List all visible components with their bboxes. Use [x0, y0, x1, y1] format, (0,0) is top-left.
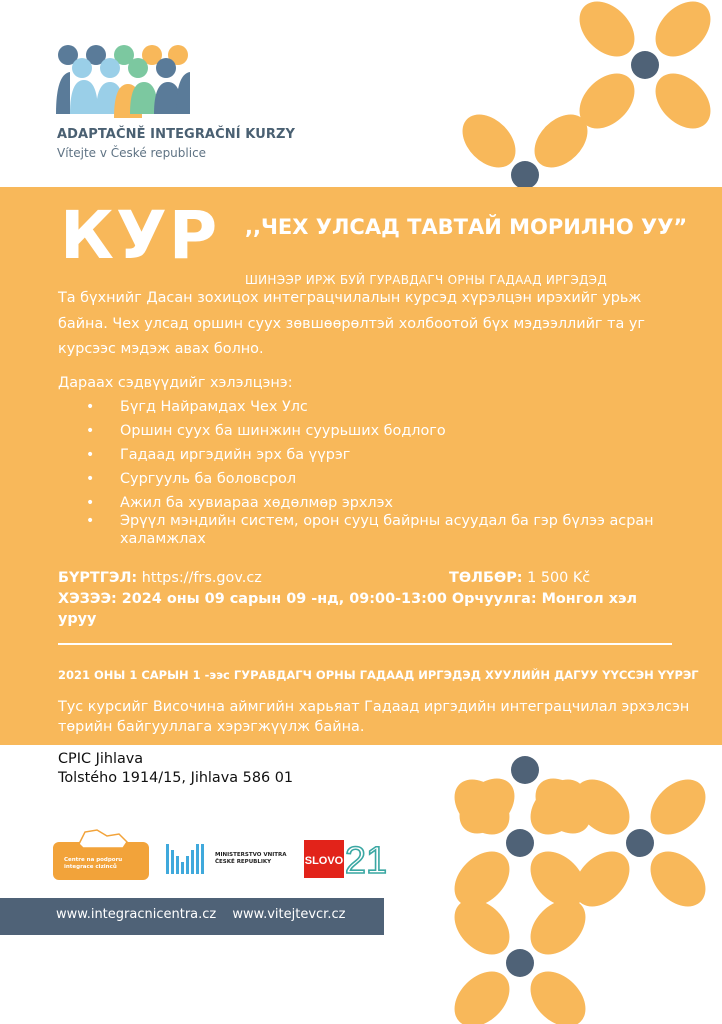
list-item: • Сургууль ба боловсрол: [58, 470, 658, 488]
time-line: ХЭЗЭЭ: 2024 оны 09 сарын 09 -нд, 09:00-13:00 Орчуулга: Монгол хэл уруу: [58, 591, 638, 627]
topics-list: [58, 398, 658, 554]
list-item: • Бүгд Найрамдах Чех Улс: [58, 398, 658, 416]
footer-links: [56, 907, 356, 922]
list-item: • Гадаад иргэдийн эрх ба үүрэг: [58, 446, 658, 464]
flower-top-middle: [455, 90, 595, 190]
cpic-logo: [53, 828, 149, 880]
intro-text: Та бүхнийг Дасан зохицох интеграцчилалын курсэд хүрэлцэн ирэхийг урьж байна. Чех улсад оршин суух зөвшөөрөлтэй холбоотой бүх мэдээллийг та уг курсээс мэдэж авах болно.: [58, 290, 645, 357]
svg-text:21: 21: [344, 840, 388, 878]
logo-subtitle: Vítejte v České republice: [57, 146, 207, 160]
logo-title: ADAPTAČNĚ INTEGRAČNÍ KURZY: [57, 127, 296, 142]
list-item: • Ажил ба хувиараа хөдөлмөр эрхлэх: [58, 494, 658, 512]
headline-subtitle: ШИНЭЭР ИРЖ БУЙ ГУРАВДАГЧ ОРНЫ ГАДААД ИРГЭДЭД: [245, 273, 608, 287]
fee-value: 1 500 Kč: [527, 570, 591, 586]
divider: [58, 643, 672, 645]
list-item: • Эрүүл мэндийн систем, орон сууц байрны асуудал ба гэр бүлээ асран халамжлах: [58, 512, 658, 548]
registration-line: [58, 570, 262, 586]
slovo21-logo: [304, 840, 388, 878]
address-street: Tolstého 1914/15, Jihlava 586 01: [58, 770, 294, 786]
ministry-logo-text: MINISTERSTVO VNITRA ČESKÉ REPUBLIKY: [215, 852, 287, 865]
organizer-description: Тус курсийг Височина аймгийн харьяат Гадаад иргэдийн интеграцчилал эрхэлсэн төрийн байгууллага хэрэгжүүлж байна.: [58, 699, 690, 735]
ministry-of-interior-logo: [166, 842, 210, 876]
flower-bottom-lower: [440, 888, 600, 1024]
headline: ,,ЧЕХ УЛСАД ТАВТАЙ МОРИЛНО УУ”: [245, 215, 688, 239]
list-item: • Оршин суух ба шинжин суурьших бодлого: [58, 422, 658, 440]
svg-text:SLOVO: SLOVO: [304, 855, 344, 867]
fee-line: [449, 570, 590, 586]
footer-link-vitejtevcr[interactable]: www.vitejtevcr.cz: [232, 907, 346, 922]
course-badge: КУР: [60, 197, 220, 274]
cpic-logo-text: Centre na podporu integrace cizinců: [64, 857, 123, 870]
address-name: CPIC Jihlava: [58, 751, 144, 767]
fee-label: ТӨЛБӨР:: [449, 570, 523, 586]
law-title: 2021 ОНЫ 1 САРЫН 1 -ээс ГУРАВДАГЧ ОРНЫ ГАДААД ИРГЭДЭД ХУУЛИЙН ДАГУУ ҮҮССЭН ҮҮРЭГ: [58, 668, 699, 682]
topics-title: Дараах сэдвүүдийг хэлэлцэнэ:: [58, 375, 293, 391]
registration-label: БҮРТГЭЛ:: [58, 570, 138, 586]
registration-link[interactable]: https://frs.gov.cz: [141, 570, 262, 586]
footer-link-integracnicentra[interactable]: www.integracnicentra.cz: [56, 907, 217, 922]
